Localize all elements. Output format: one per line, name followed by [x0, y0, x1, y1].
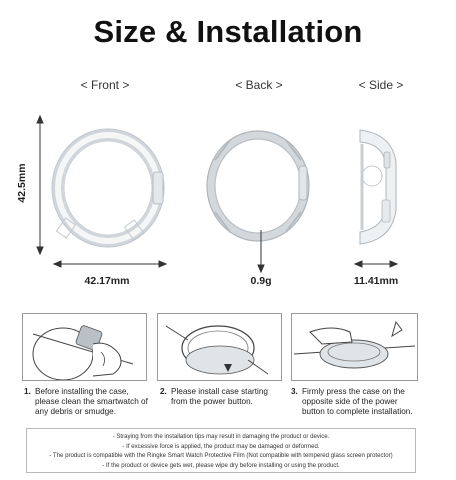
caution-notes-box [26, 428, 416, 473]
side-view-label: < Side > [358, 78, 404, 92]
step-line: please clean the smartwatch of [35, 397, 148, 407]
width-dimension-line [54, 261, 166, 267]
depth-dimension-line [355, 261, 397, 267]
caution-note: - Straying from the installation tips may result in damaging the product or device. [112, 433, 330, 440]
width-dimension-label: 42.17mm [84, 275, 130, 287]
step-line: any debris or smudge. [35, 407, 117, 417]
step-line: Firmly press the case on the [302, 387, 405, 396]
caution-note: - If excessive force is applied, the product may be damaged or deformed. [122, 442, 320, 450]
front-view-label: < Front > [80, 78, 130, 92]
step-2-illustration [157, 313, 282, 381]
back-case-image [207, 131, 309, 241]
step-line: button to complete installation. [302, 407, 413, 417]
front-case-image [52, 129, 164, 247]
step-2-text [160, 387, 285, 411]
step-number: 2. [160, 387, 167, 396]
weight-label: 0.9g [250, 275, 272, 287]
step-line: Please install case starting [171, 387, 268, 396]
cleaning-illustration [23, 314, 146, 380]
step-number: 1. [24, 387, 31, 396]
step-3-text [291, 387, 426, 421]
product-drawings [0, 100, 456, 290]
step-line: from the power button. [171, 397, 253, 407]
depth-dimension-label: 11.41mm [353, 275, 399, 287]
side-case-image [360, 130, 396, 244]
step-1-illustration [22, 313, 147, 381]
height-dimension-line [37, 116, 43, 254]
back-view-label: < Back > [235, 78, 283, 92]
step-line: opposite side of the power [302, 397, 398, 407]
step-line: Before installing the case, [35, 387, 129, 396]
caution-note: - If the product or device gets wet, please wipe dry before installing or using the product. [102, 461, 340, 469]
step-number: 3. [291, 387, 298, 396]
press-case-illustration [292, 314, 417, 380]
case-install-illustration [158, 314, 281, 380]
page-title: Size & Installation [93, 14, 363, 49]
caution-note: - The product is compatible with the Ringke Smart Watch Protective Film (Not compatible with tempered glass screen protector) [49, 452, 393, 460]
step-3-illustration [291, 313, 418, 381]
step-1-text [24, 387, 154, 421]
height-dimension-label: 42.5mm [16, 163, 28, 203]
